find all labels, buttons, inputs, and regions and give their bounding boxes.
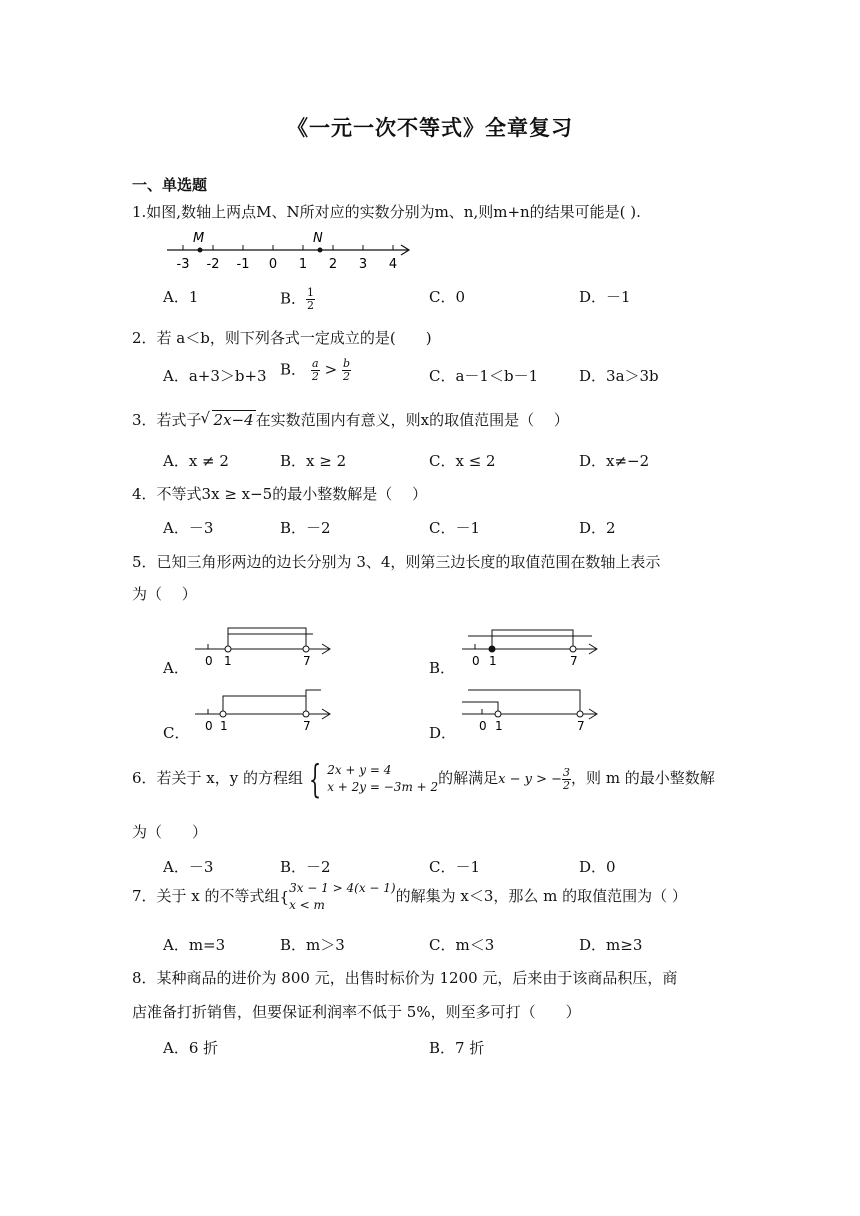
q3-option-a[interactable]: A．x ≠ 2 bbox=[163, 452, 229, 470]
q2-option-d[interactable]: D．3a＞3b bbox=[579, 367, 659, 385]
svg-text:0: 0 bbox=[205, 719, 213, 732]
q2-option-b[interactable]: B． $\frac{a}{2}$ > $\frac{b}{2}$ bbox=[280, 357, 350, 383]
q6-option-c[interactable]: C．－1 bbox=[429, 858, 481, 876]
q3-option-b[interactable]: B．x ≥ 2 bbox=[280, 452, 347, 470]
question-2-stem: 2．若 a＜b，则下列各式一定成立的是( ) bbox=[132, 329, 432, 347]
q1-option-d[interactable]: D．－1 bbox=[579, 288, 631, 306]
tick-label: 0 bbox=[268, 257, 278, 272]
svg-text:0: 0 bbox=[205, 654, 213, 668]
point-m-dot bbox=[198, 248, 203, 253]
question-8-stem-line1: 8．某种商品的进价为 800 元，出售时标价为 1200 元，后来由于该商品积压，商 bbox=[132, 969, 678, 987]
q6-option-a[interactable]: A．－3 bbox=[163, 858, 214, 876]
q5-option-b[interactable]: B． bbox=[429, 659, 456, 677]
tick-label: 4 bbox=[388, 257, 398, 272]
q1-option-b[interactable]: B． $\frac{1}{2}$ bbox=[280, 286, 315, 312]
svg-text:1: 1 bbox=[224, 654, 232, 668]
q8-option-a[interactable]: A．6 折 bbox=[163, 1039, 219, 1057]
q5-option-a-figure bbox=[193, 622, 333, 668]
question-7-stem: 7．关于 x 的不等式组{ 3x − 1 > 4(x − 1) x < m 的解集为 x＜3，那么 m 的取值范围为（ ） bbox=[132, 881, 687, 912]
q1-option-a[interactable]: A．1 bbox=[163, 288, 199, 306]
svg-text:0: 0 bbox=[472, 654, 480, 668]
tick-label: 3 bbox=[358, 257, 368, 272]
q7-option-a[interactable]: A．m=3 bbox=[163, 936, 226, 954]
svg-text:7: 7 bbox=[570, 654, 578, 668]
q5-option-c-figure bbox=[193, 686, 333, 732]
q5-option-d-figure bbox=[460, 686, 600, 732]
q7-option-b[interactable]: B．m＞3 bbox=[280, 936, 345, 954]
svg-text:1: 1 bbox=[495, 719, 503, 732]
point-n-dot bbox=[318, 248, 323, 253]
q4-option-c[interactable]: C．－1 bbox=[429, 519, 481, 537]
sqrt-expression: √ 2x−4 bbox=[200, 409, 254, 429]
q1-number-line bbox=[165, 230, 415, 272]
question-5-stem-line1: 5．已知三角形两边的边长分别为 3、4，则第三边长度的取值范围在数轴上表示 bbox=[132, 553, 661, 571]
q3-option-d[interactable]: D．x≠−2 bbox=[579, 452, 650, 470]
q5-option-d[interactable]: D． bbox=[429, 724, 457, 742]
question-4-stem: 4．不等式3x ≥ x−5的最小整数解是（ ） bbox=[132, 485, 427, 503]
label-n: N bbox=[313, 231, 323, 246]
question-8-stem-line2: 店准备打折销售，但要保证利润率不低于 5%，则至多可打（ ） bbox=[132, 1003, 581, 1021]
tick-label: -2 bbox=[206, 257, 220, 272]
tick-label: -3 bbox=[176, 257, 190, 272]
svg-text:7: 7 bbox=[577, 719, 585, 732]
svg-text:0: 0 bbox=[479, 719, 487, 732]
q3-option-c[interactable]: C．x ≤ 2 bbox=[429, 452, 496, 470]
q5-option-c[interactable]: C． bbox=[163, 724, 190, 742]
q7-option-c[interactable]: C．m＜3 bbox=[429, 936, 495, 954]
svg-text:7: 7 bbox=[303, 719, 311, 732]
section-heading: 一、单选题 bbox=[132, 176, 208, 194]
tick-label: 2 bbox=[328, 257, 338, 272]
q7-option-d[interactable]: D．m≥3 bbox=[579, 936, 643, 954]
q2-option-a[interactable]: A．a+3＞b+3 bbox=[163, 367, 267, 385]
svg-text:1: 1 bbox=[489, 654, 497, 668]
q6-option-b[interactable]: B．－2 bbox=[280, 858, 331, 876]
q4-option-d[interactable]: D．2 bbox=[579, 519, 616, 537]
question-3-stem: 3．若式子 √ 2x−4 在实数范围内有意义，则x的取值范围是（ ） bbox=[132, 409, 569, 429]
q5-option-a[interactable]: A． bbox=[163, 659, 189, 677]
q4-option-b[interactable]: B．－2 bbox=[280, 519, 331, 537]
page-title: 《一元一次不等式》全章复习 bbox=[287, 116, 573, 140]
question-6-stem-line2: 为（ ） bbox=[132, 823, 208, 841]
q2-option-c[interactable]: C．a－1＜b－1 bbox=[429, 367, 539, 385]
svg-text:7: 7 bbox=[303, 654, 311, 668]
q1-option-c[interactable]: C．0 bbox=[429, 288, 466, 306]
q6-option-d[interactable]: D．0 bbox=[579, 858, 616, 876]
label-m: M bbox=[193, 231, 205, 246]
tick-label: -1 bbox=[236, 257, 250, 272]
svg-text:1: 1 bbox=[220, 719, 228, 732]
q5-option-b-figure bbox=[460, 622, 600, 668]
tick-label: 1 bbox=[298, 257, 308, 272]
q4-option-a[interactable]: A．－3 bbox=[163, 519, 214, 537]
question-6-stem: 6．若关于 x，y 的方程组 { 2x + y = 4 x + 2y = −3m + 2 的解满足x − y > − $\frac{3}{2}$ ，则 m 的最小整数解 bbox=[132, 757, 715, 801]
q8-option-b[interactable]: B．7 折 bbox=[429, 1039, 485, 1057]
question-1-stem: 1.如图,数轴上两点M、N所对应的实数分别为m、n,则m+n的结果可能是( ). bbox=[132, 203, 641, 221]
question-5-stem-line2: 为（ ） bbox=[132, 585, 197, 603]
